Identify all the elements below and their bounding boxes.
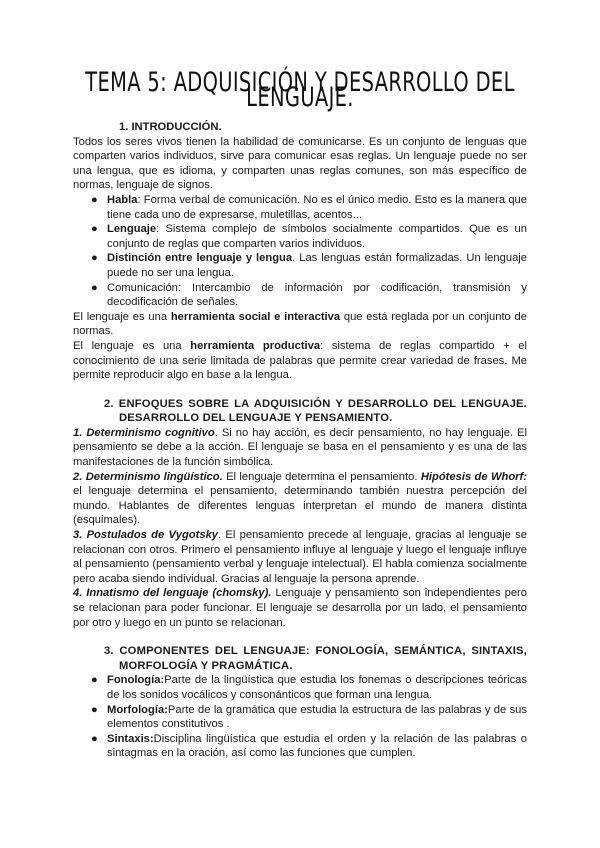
list-item: ● Sintaxis:Disciplina lingüística que estudia el orden y la relación de las palabras o sintagmas en la oración, así como las funciones que cumplen. bbox=[91, 732, 527, 760]
section-2-item: 3. Postulados de Vygotsky. El pensamiento precede al lenguaje, gracias al lenguaje se relacionan con otros. Primero el pensamiento influye al lenguaje y luego el lenguaje influye al pensamiento (pensamiento verbal y lenguaje intelectual). El habla comienza socialmente pero acaba siendo individual. Gracias al lenguaje la persona aprende. bbox=[73, 529, 527, 585]
section-2-item: 2. Determinismo lingüístico. El lenguaje determina el pensamiento. Hipótesis de Whorf: el lenguaje determina el pensamiento, determinando también nuestra percepción del mundo. Hablantes de diferentes lenguas interpretan el mundo de manera distinta (esquimales). bbox=[73, 470, 527, 527]
section-2-heading: 2. ENFOQUES SOBRE LA ADQUISICIÓN Y DESARROLLO DEL LENGUAJE. DESARROLLO DEL LENGUAJE Y PENSAMIENTO. bbox=[104, 397, 527, 425]
section-1-heading: 1. INTRODUCCIÓN. bbox=[119, 121, 222, 133]
section-2-item: 1. Determinismo cognitivo. Si no hay acción, es decir pensamiento, no hay lenguaje. El pensamiento se debe a la acción. El lenguaje se basa en el pensamiento y es una de las manifestaciones de la función simbólica. bbox=[73, 426, 527, 469]
section-1-paragraph-2: El lenguaje es una herramienta social e interactiva que está reglada por un conjunto de normas. bbox=[73, 310, 527, 338]
list-item: ● Comunicación: Intercambio de información por codificación, transmisión y decodificación de señales. bbox=[91, 281, 527, 309]
bullet-icon: ● bbox=[91, 732, 98, 745]
section-1-intro: Todos los seres vivos tienen la habilidad de comunicarse. Es un conjunto de lenguas que comparten varios individuos, sirve para comunicar esas reglas. Un lenguaje puede no ser una lengua, que es idioma, y comparten unas reglas comunes, son más específico de normas, lenguaje de signos. bbox=[73, 135, 527, 192]
list-item: ● Fonología:Parte de la lingüística que estudia los fonemas o descripciones teóricas de los sonidos vocálicos y consonánticos que forman una lengua. bbox=[91, 674, 527, 701]
list-item: ● Lenguaje: Sistema complejo de símbolos socialmente compartidos. Que es un conjunto de reglas que comparten varios individuos. bbox=[91, 223, 527, 250]
page-title: TEMA 5: ADQUISICIÓN Y DESARROLLO DEL LENGUAJE. bbox=[85, 67, 515, 113]
list-item: ● Distinción entre lenguaje y lengua. Las lenguas están formalizadas. Un lenguaje puede no ser una lengua. bbox=[91, 252, 527, 279]
section-3-heading: 3. COMPONENTES DEL LENGUAJE: FONOLOGÍA, SEMÁNTICA, SINTAXIS, MORFOLOGÍA Y PRAGMÁTICA. bbox=[104, 645, 527, 672]
bullet-icon: ● bbox=[91, 193, 98, 206]
bullet-icon: ● bbox=[91, 223, 98, 236]
bullet-icon: ● bbox=[91, 281, 98, 294]
section-1-list bbox=[73, 193, 527, 310]
bullet-icon: ● bbox=[91, 674, 98, 687]
list-item: ● Morfología:Parte de la gramática que estudia la estructura de las palabras y de sus elementos constitutivos . bbox=[91, 703, 527, 731]
list-item: ● Habla: Forma verbal de comunicación. No es el único medio. Esto es la manera que tiene cada uno de expresarse, muletillas, acentos... bbox=[91, 193, 527, 221]
section-1-paragraph-3: El lenguaje es una herramienta productiva: sistema de reglas compartido + el conocimiento de una serie limitada de palabras que permite crear variedad de frases. Me permite reproducir algo en base a la lengua. bbox=[73, 339, 527, 382]
bullet-icon: ● bbox=[91, 703, 98, 716]
document-body bbox=[73, 120, 527, 761]
bullet-icon: ● bbox=[91, 252, 98, 265]
section-2-item: 4. Innatismo del lenguaje (chomsky). Lenguaje y pensamiento son independientes pero se relacionan para poder funcionar. El lenguaje se desarrolla por un lado, el pensamiento por otro y luego en un punto se relacionan. bbox=[73, 587, 527, 629]
section-3-list bbox=[73, 673, 527, 761]
